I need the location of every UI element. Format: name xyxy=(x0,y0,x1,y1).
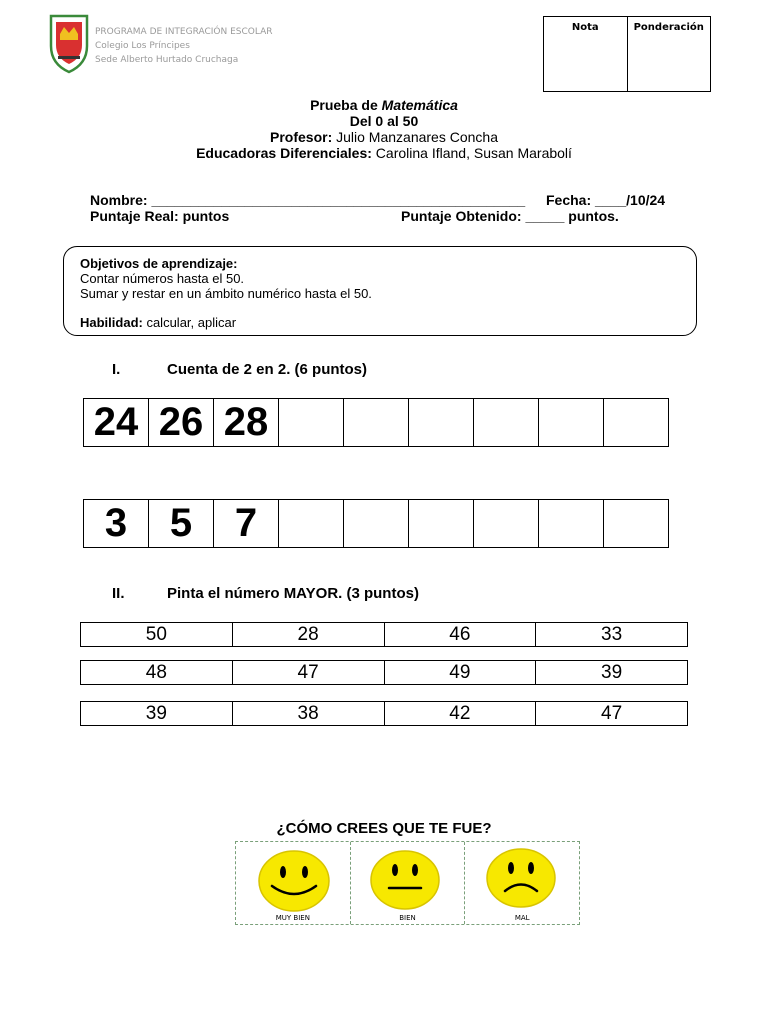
habilidad: Habilidad: calcular, aplicar xyxy=(80,315,237,330)
answer-cell[interactable] xyxy=(409,500,474,548)
face-label: BIEN xyxy=(399,914,416,922)
count-table-1 xyxy=(83,398,669,447)
school-name: Colegio Los Príncipes xyxy=(95,41,190,51)
number-row-2 xyxy=(80,660,688,685)
number-cell[interactable]: 47 xyxy=(232,661,384,685)
school-branch: Sede Alberto Hurtado Cruchaga xyxy=(95,55,239,65)
count-cell: 3 xyxy=(84,500,149,548)
count-cell: 7 xyxy=(214,500,279,548)
answer-cell[interactable] xyxy=(474,500,539,548)
neutral-face-icon xyxy=(369,850,441,912)
objectives-box xyxy=(63,246,697,336)
test-header xyxy=(0,97,768,161)
answer-cell[interactable] xyxy=(539,399,604,447)
sad-face-icon xyxy=(485,848,557,910)
number-row-1 xyxy=(80,622,688,647)
happy-face-icon xyxy=(256,850,332,914)
number-row-3 xyxy=(80,701,688,726)
fecha-field[interactable]: Fecha: ____/10/24 xyxy=(546,192,666,208)
number-cell[interactable]: 47 xyxy=(536,702,688,726)
count-cell: 5 xyxy=(149,500,214,548)
test-range: Del 0 al 50 xyxy=(349,113,419,129)
face-muy-bien[interactable] xyxy=(236,842,350,924)
face-label: MUY BIEN xyxy=(275,914,310,922)
number-cell[interactable]: 39 xyxy=(81,702,233,726)
ponderacion-cell[interactable]: Ponderación xyxy=(627,17,711,91)
number-cell[interactable]: 33 xyxy=(536,623,688,647)
puntaje-real: Puntaje Real: puntos xyxy=(90,208,230,224)
objective-2: Sumar y restar en un ámbito numérico hasta el 50. xyxy=(80,286,372,301)
grade-box xyxy=(543,16,711,92)
answer-cell[interactable] xyxy=(344,399,409,447)
answer-cell[interactable] xyxy=(344,500,409,548)
number-cell[interactable]: 39 xyxy=(536,661,688,685)
number-cell[interactable]: 46 xyxy=(384,623,536,647)
fields-row-1 xyxy=(90,192,690,208)
section-1-number: I. xyxy=(112,361,121,378)
nombre-field[interactable]: Nombre: ________________________________________________ xyxy=(90,192,526,208)
section-2-number: II. xyxy=(112,585,125,602)
face-bien[interactable] xyxy=(350,842,465,924)
fields-row-2 xyxy=(90,208,690,224)
count-cell: 28 xyxy=(214,399,279,447)
answer-cell[interactable] xyxy=(409,399,474,447)
number-cell[interactable]: 38 xyxy=(232,702,384,726)
nota-cell[interactable]: Nota xyxy=(571,22,599,33)
count-cell: 26 xyxy=(149,399,214,447)
answer-cell[interactable] xyxy=(604,500,669,548)
school-info xyxy=(95,25,273,67)
objectives-title: Objetivos de aprendizaje: xyxy=(80,256,238,271)
section-1-title: Cuenta de 2 en 2. (6 puntos) xyxy=(167,361,368,378)
selfeval-question: ¿CÓMO CREES QUE TE FUE? xyxy=(276,820,492,837)
number-cell[interactable]: 48 xyxy=(81,661,233,685)
educators-line: Educadoras Diferenciales: Carolina Ifland, Susan Marabolí xyxy=(196,145,572,161)
test-title: Prueba de Matemática xyxy=(310,97,458,113)
school-logo xyxy=(48,12,90,74)
section-2-title: Pinta el número MAYOR. (3 puntos) xyxy=(167,585,419,602)
answer-cell[interactable] xyxy=(279,500,344,548)
answer-cell[interactable] xyxy=(474,399,539,447)
answer-cell[interactable] xyxy=(539,500,604,548)
objective-1: Contar números hasta el 50. xyxy=(80,271,245,286)
number-cell[interactable]: 28 xyxy=(232,623,384,647)
number-cell[interactable]: 50 xyxy=(81,623,233,647)
number-cell[interactable]: 49 xyxy=(384,661,536,685)
teacher-line: Profesor: Julio Manzanares Concha xyxy=(270,129,498,145)
selfeval-faces xyxy=(235,841,580,925)
face-label: MAL xyxy=(514,914,530,922)
count-table-2 xyxy=(83,499,669,548)
count-cell: 24 xyxy=(84,399,149,447)
answer-cell[interactable] xyxy=(279,399,344,447)
number-cell[interactable]: 42 xyxy=(384,702,536,726)
puntaje-obtenido-field[interactable]: Puntaje Obtenido: _____ puntos. xyxy=(401,208,619,224)
face-mal[interactable] xyxy=(464,842,579,924)
school-program: PROGRAMA DE INTEGRACIÓN ESCOLAR xyxy=(95,27,273,37)
answer-cell[interactable] xyxy=(604,399,669,447)
